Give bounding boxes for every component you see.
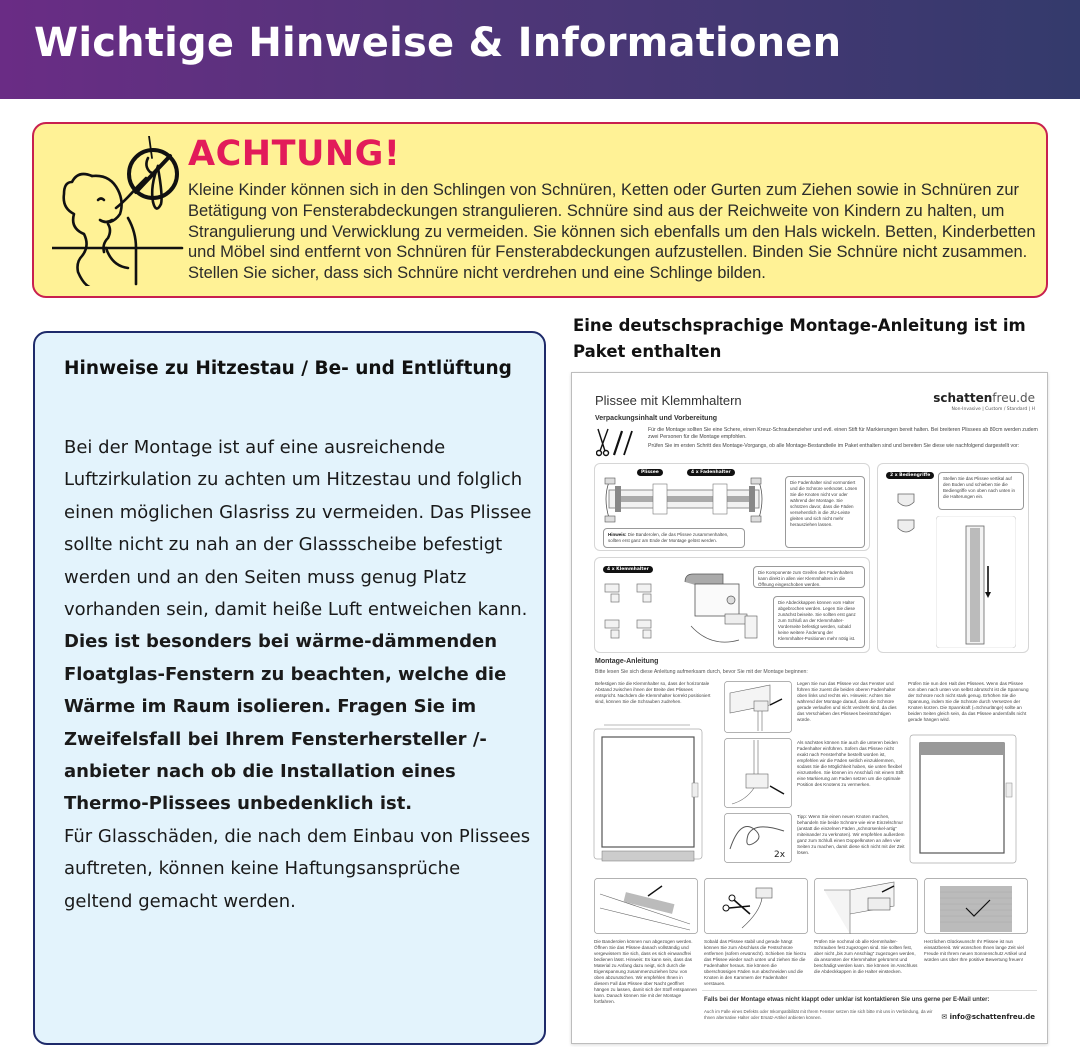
prep-intro [648,427,1038,452]
callout-abdeckkappen: Die Abdeckkappen können vom Halter abgebrochen werden. Legen Sie diese zunächst beiseite. Sie sollten erst ganz zum Schluß an der Klemmhalter-Vorderseite befestigt werden, sobald keine weitere Änderung der Klemmhalter-Positionen mehr nötig ist. [773,596,865,648]
callout-bediengriffe: Stellen Sie das Plissee vertikal auf den Boden und schieben Sie die Bediengriffe von oben nach unten in die Halterungen ein. [938,472,1024,510]
tag-fadenhalter: 4 x Fadenhalter [687,469,735,476]
manual-preview [571,372,1048,1044]
step-7-text: Prüfen Sie nochmal ob alle Klemmhalter-Schrauben fest zugezogen sind. Sie sollten fest, aber nicht „bis zum Anschlag“ zugezogen werden, da ansonsten der Klemmhalter gekrümmt und beschädigt werden kann. Sie können im Anschluss die Abdeckkappen in die Halter einstecken. [814,939,918,974]
hinweis-label: Hinweis: [608,532,627,537]
envelope-icon: ✉ [941,1013,948,1021]
brand-bold: schatten [933,391,993,405]
step-6-text: Sobald das Plissee stabil und gerade hängt können Sie zum Abschluss die Festschnüre entfernen (sofern erwünscht). Schieben Sie hierzu das Plissee wieder nach unten und ziehen Sie die Fadenhalter heraus. Sie können die überschüssigen Fäden nun abschneiden und die Knoten in den Kammern der Fadenhalter verstauen. [704,939,807,986]
warning-title: ACHTUNG! [188,134,401,174]
contact-heading: Falls bei der Montage etwas nicht klappt oder unklar ist kontaktieren Sie uns gerne per E-Mail unter: [704,997,990,1003]
callout-fadenhalter: Die Fadenhalter sind vormontiert und die Schnüre verknotet. Lösen Sie die Knoten nicht vor oder während der Montage. Sie schützen davor, dass die Fäden versehentlich in die J/U-Leiste gleiten und sich nicht mehr herausziehen lassen. [785,476,865,548]
tag-bediengriffe: 2 x Bediengriffe [886,472,934,479]
heat-info-title: Hinweise zu Hitzestau / Be- und Entlüftung [64,358,512,379]
parts-panel-klemmhalter [594,557,870,653]
step-tipp-text: Tipp: Wenn Sie einen neuen Knoten machen, behandeln Sie beide Schnüre wie eine Einzelschnur (anstatt die einzelnen Fäden „schnürsenkel-artig“ miteinander zu verknoten). Wir empfehlen außerdem ganz zum Schluß einen Doppelknoten an allen vier Seiten zu machen, damit diese sich nicht mit der Zeit lösen. [797,814,905,855]
contact-email[interactable] [941,1013,1035,1021]
heat-info-paragraph-bold: Dies ist besonders bei wärme-dämmenden Floatglas-Fenstern zu beachten, welche die Wärme im Raum isolieren. Fragen Sie im Zweifelsfall bei Ihrem Fensterhersteller /-anbieter nach ob die Installation eines Thermo-Plissees unbedenklich ist. [64,631,507,815]
brand-tagline: Non-Invasive | Custom / Standard | H [951,407,1035,412]
brand-logo [933,391,1035,405]
step-4-text: Prüfen Sie nun den Halt des Plissees. Wenn das Plissee von oben nach unten von selbst abrutscht ist die Spannung der Schnüre noch nicht stark genug. Erhöhen Sie die Spannung, indem Sie die Schnüre durch Versetzen der Knoten kürzen. Die Spannkraft (=Schnurlänge) sollte an beiden Seiten gleich sein, da das Plissee andernfalls nicht gerade hängen wird. [908,681,1029,722]
heat-info-body [64,432,534,918]
step-1-text: Befestigen Sie die Klemmhalter so, dass der horizontale Abstand zwischen ihnen der Breite des Plissees entspricht. Nachdem die Klemmhalter korrekt positioniert sind, können Sie die Schrauben zudrehen. [595,681,711,704]
page-header [0,0,1080,99]
contact-divider [702,990,1037,991]
step-2-illustration [724,681,792,733]
assembly-subheading: Bitte lesen Sie sich diese Anleitung aufmerksam durch, bevor Sie mit der Montage beginnen: [595,669,808,675]
tipp-2x-label: 2x [774,850,786,860]
step-1-window-illustration [592,723,704,865]
callout-hinweis [603,528,745,548]
step-4-window-illustration [908,733,1018,865]
step-7-illustration [814,878,918,934]
tag-plissee: Plissee [637,469,663,476]
heat-info-card [33,331,546,1045]
parts-panel-bediengriffe [877,463,1029,653]
plissee-illustration [601,476,771,526]
tag-klemmhalter: 4 x Klemmhalter [603,566,653,573]
warning-text: Kleine Kinder können sich in den Schlingen von Schnüren, Ketten oder Gurten zum Ziehen sowie in Schnüren zur Betätigung von Fensterabdeckungen strangulieren. Schnüre sind aus der Reichweite von Kindern zu halten, um Strangulierung und Verwicklung zu vermeiden. Sie können sich ebenfalls um den Hals wickeln. Betten, Kinderbetten und Möbel sind entfernt von Schnüren für Fensterabdeckungen aufzustellen. Binden Sie Schnüre nicht zusammen. Stellen Sie sicher, dass sich Schnüre nicht verdrehen und eine Schlinge bilden. [188,181,1036,283]
step-3-text: Als nächstes können Sie auch die unteren beiden Fadenhalter einführen. Sofern das Plissee nicht exakt nach Fensterhöhe bestellt worden ist, empfehlen wir die Fäden seitlich einzuklemmen, sodass Sie die Möglichkeit haben, sie unten flexibel einzustellen. Sie können im Anschluß mit einem Stift eine Markierung am Faden setzen um die optimale Position des Knotens zu vermerken. [797,740,904,787]
heat-info-paragraph-2: Für Glasschäden, die nach dem Einbau von Plissees auftreten, können keine Haftungsansprüche geltend gemacht werden. [64,825,531,912]
step-5-illustration [594,878,698,934]
manual-section-title: Eine deutschsprachige Montage-Anleitung ist im Paket enthalten [573,316,1026,361]
prep-text-2: Prüfen Sie im ersten Schritt des Montage-Vorgangs, ob alle Montage-Bestandteile im Paket enthalten sind und bereiten Sie diese wie nachfolgend dargestellt vor: [648,443,1020,449]
klemmhalter-detail-illustration [681,570,761,650]
handle-illustration [896,490,916,540]
hinweis-text: Die Banderolen, die das Plissee zusammenhalten, sollten erst ganz am Ende der Montage gelöst werden. [608,532,729,543]
step-5-text: Die Banderolen können nun abgezogen werden. Öffnen Sie das Plissee danach vollständig und vergewissern Sie sich, dass es sich einwandfrei bedienen lässt. Hinweis: Es kann sein, dass das Material zu Anfang dazu neigt, sich durch die Eigenspannung zusammenzuziehen bzw. von oben abzurutschen. Wir empfehlen Ihnen in diesem Fall das Plissee über Nacht geöffnet hängen zu lassen, damit sich der Stoff entspannen kann. Danach können Sie mit der Montage fortfahren. [594,939,698,1004]
warning-box [32,122,1048,298]
parts-panel-plissee [594,463,870,551]
step-6-scissors-illustration [704,878,808,934]
klemmhalter-parts-illustration [603,580,663,646]
step-8-text: Herzlichen Glückwunsch! Ihr Plissee ist nun einsatzbereit. Wir wünschen Ihnen lange Zeit viel Freude mit Ihrem neuen Sonnenschutz Artikel und würden uns über Ihre positive Bewertung freuen! [924,939,1027,962]
brand-light: freu.de [992,391,1035,405]
step-2-text: Legen Sie nun das Plissee vor das Fenster und führen Sie zuerst die beiden oberen Fadenhalter oben links und rechts ein. Hinweis: Achten Sie während der Montage darauf, dass die Schnüre gerade verlaufen und nicht verdreht sind, da dies das Verschieben des Plissees beeinträchtigen würde. [797,681,897,722]
callout-komponente: Die Komponente zum Greifen des Fadenhalters kann direkt in allen vier Klemmhaltern in die Öffnung eingeschoben werden. [753,566,865,588]
step-tipp-knot-illustration [724,813,792,863]
manual-title: Plissee mit Klemmhaltern [595,393,742,408]
step-3-illustration [724,738,792,808]
heat-info-paragraph-1: Bei der Montage ist auf eine ausreichende Luftzirkulation zu achten um Hitzestau und folglich einen möglichen Glasriss zu vermeiden. Das Plissee sollte nicht zu nah an der Glassscheibe befestigt werden und an den Seiten muss genug Platz vorhanden sein, damit heiße Luft entweichen kann. [64,437,532,621]
child-strangulation-warning-icon [52,136,192,286]
prep-text-1: Für die Montage sollten Sie eine Schere, einen Kreuz-Schraubenzieher und evtl. einen Stift für Markierungen bereit halten. Bei breiteren Plissees ab 80cm werden zudem zwei Personen für die Montage empfohlen. [648,427,1038,440]
prep-heading: Verpackungsinhalt und Vorbereitung [595,415,717,422]
tools-icon [596,427,636,457]
assembly-heading: Montage-Anleitung [595,658,659,665]
contact-text: Auch im Falle eines Defekts oder Inkompatibilität mit Ihrem Fenster setzen Sie sich bitte mit uns in Verbindung, da wir Ihnen alternative Halter oder Ersatz-Artikel anbieten können. [704,1009,933,1020]
step-8-check-illustration [924,878,1028,934]
plissee-vertical-illustration [936,516,1016,648]
page-title: Wichtige Hinweise & Informationen [34,20,842,66]
email-address[interactable]: info@schattenfreu.de [949,1013,1035,1021]
